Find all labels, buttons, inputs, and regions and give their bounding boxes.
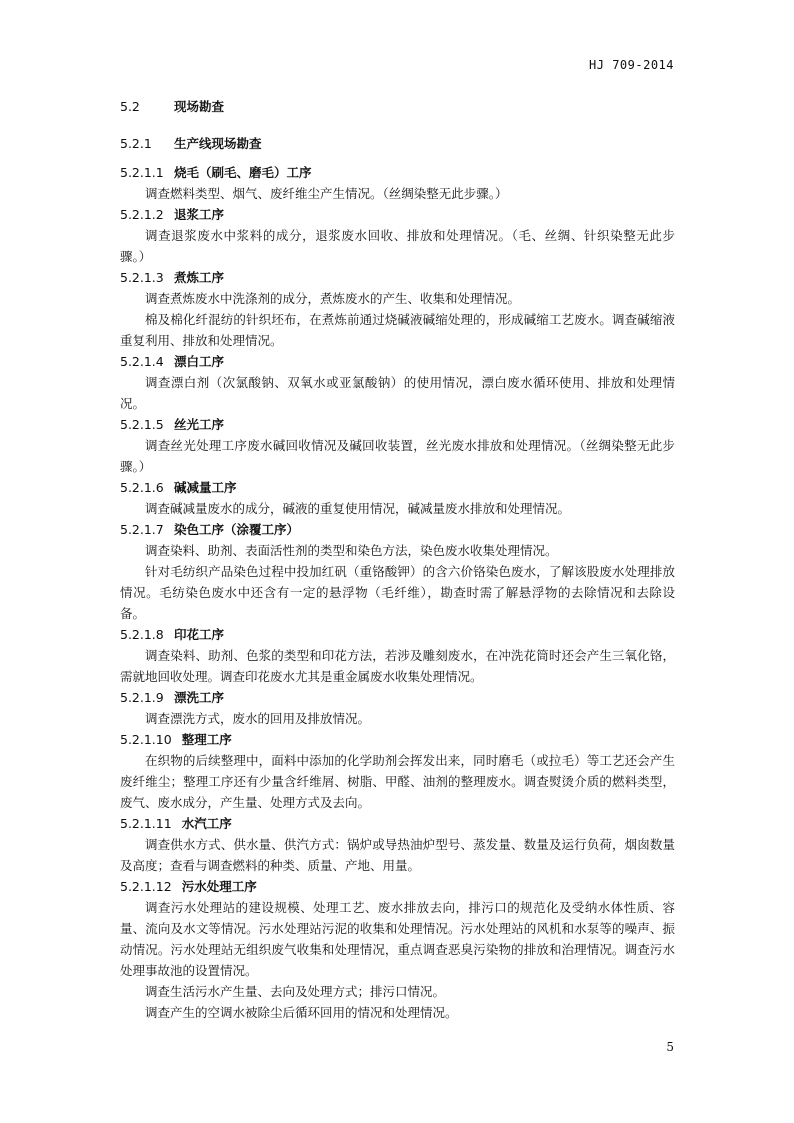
clause-number: 5.2.1.9	[120, 690, 164, 705]
clause-title: 煮炼工序	[174, 270, 225, 285]
section-heading	[120, 97, 675, 115]
clause-number: 5.2.1.5	[120, 417, 164, 432]
clause	[120, 624, 675, 687]
clause-heading	[120, 267, 675, 288]
clause-title: 漂洗工序	[174, 690, 225, 705]
clause-paragraph: 调查漂洗方式，废水的回用及排放情况。	[145, 711, 371, 726]
clause-number: 5.2.1.3	[120, 270, 164, 285]
clause-number: 5.2.1.2	[120, 207, 164, 222]
clause	[120, 351, 675, 414]
clause-paragraph: 调查漂白剂（次氯酸钠、双氧水或亚氯酸钠）的使用情况，漂白废水循环使用、排放和处理情况。	[120, 375, 675, 411]
clause-heading	[120, 729, 675, 750]
clause	[120, 267, 675, 351]
page-number: 5	[666, 1040, 674, 1054]
clause-paragraph: 调查碱减量废水的成分，碱液的重复使用情况，碱减量废水排放和处理情况。	[145, 501, 571, 516]
clause	[120, 813, 675, 876]
clause	[120, 687, 675, 729]
clause-number: 5.2.1.8	[120, 627, 164, 642]
clause	[120, 162, 675, 204]
clause-number: 5.2.1.6	[120, 480, 164, 495]
clause-heading	[120, 624, 675, 645]
clause	[120, 477, 675, 519]
clause-paragraph: 调查供水方式、供水量、供汽方式：锅炉或导热油炉型号、蒸发量、数量及运行负荷，烟囱数量及高度；查看与调查燃料的种类、质量、产地、用量。	[120, 837, 675, 873]
clause-paragraph: 调查污水处理站的建设规模、处理工艺、废水排放去向，排污口的规范化及受纳水体性质、容量、流向及水文等情况。污水处理站污泥的收集和处理情况。污水处理站的风机和水泵等的噪声、振动情况。污水处理站无组织废气收集和处理情况，重点调查恶臭污染物的排放和治理情况。调查污水处理事故池的设置情况。	[120, 900, 675, 978]
clause	[120, 204, 675, 267]
clause-title: 污水处理工序	[181, 879, 257, 894]
clause-title: 漂白工序	[174, 354, 225, 369]
clause-paragraph: 调查煮炼废水中洗涤剂的成分，煮炼废水的产生、收集和处理情况。	[145, 291, 521, 306]
clause-heading	[120, 687, 675, 708]
clause-paragraph: 调查燃料类型、烟气、废纤维尘产生情况。（丝绸染整无此步骤。）	[145, 186, 508, 201]
clause-paragraph: 调查产生的空调水被除尘后循环回用的情况和处理情况。	[145, 1005, 458, 1020]
clause-heading	[120, 414, 675, 435]
clause-title: 退浆工序	[174, 207, 225, 222]
clause-heading	[120, 162, 675, 183]
clause	[120, 414, 675, 477]
clause-paragraph: 针对毛纺织产品染色过程中投加红矾（重铬酸钾）的含六价铬染色废水，了解该股废水处理排放情况。毛纺染色废水中还含有一定的悬浮物（毛纤维），勘查时需了解悬浮物的去除情况和去除设备。	[120, 564, 675, 621]
clause-title: 染色工序（涂覆工序）	[174, 522, 300, 537]
subsection-title: 生产线现场勘查	[174, 136, 262, 151]
clause-heading	[120, 519, 675, 540]
section-title: 现场勘查	[174, 99, 225, 114]
standard-code: HJ 709-2014	[589, 58, 674, 72]
clause-heading	[120, 351, 675, 372]
clause-number: 5.2.1.1	[120, 165, 164, 180]
clause-paragraph: 在织物的后续整理中，面料中添加的化学助剂会挥发出来，同时磨毛（或拉毛）等工艺还会产生废纤维尘；整理工序还有少量含纤维屑、树脂、甲醛、油剂的整理废水。调查熨烫介质的燃料类型，废气、废水成分，产生量、处理方式及去向。	[120, 753, 675, 810]
clause-paragraph: 棉及棉化纤混纺的针织坯布，在煮炼前通过烧碱液碱缩处理的，形成碱缩工艺废水。调查碱缩液重复利用、排放和处理情况。	[120, 312, 675, 348]
clause-title: 烧毛（刷毛、磨毛）工序	[174, 165, 312, 180]
clause-paragraph: 调查染料、助剂、色浆的类型和印花方法，若涉及雕刻废水，在冲洗花筒时还会产生三氧化铬，需就地回收处理。调查印花废水尤其是重金属废水收集处理情况。	[120, 648, 675, 684]
subsection-heading	[120, 134, 675, 152]
clause-heading	[120, 204, 675, 225]
clause-heading	[120, 813, 675, 834]
clause-list	[120, 162, 675, 1023]
clause-title: 水汽工序	[181, 816, 232, 831]
clause-paragraph: 调查退浆废水中浆料的成分，退浆废水回收、排放和处理情况。（毛、丝绸、针织染整无此步骤。）	[120, 228, 675, 264]
clause-number: 5.2.1.7	[120, 522, 164, 537]
clause-number: 5.2.1.4	[120, 354, 164, 369]
clause-paragraph: 调查丝光处理工序废水碱回收情况及碱回收装置，丝光废水排放和处理情况。（丝绸染整无此步骤。）	[120, 438, 675, 474]
subsection-number: 5.2.1	[120, 136, 152, 151]
clause-title: 碱减量工序	[174, 480, 237, 495]
clause-number: 5.2.1.10	[120, 732, 172, 747]
clause-title: 整理工序	[181, 732, 232, 747]
clause-heading	[120, 477, 675, 498]
clause-title: 印花工序	[174, 627, 225, 642]
clause-title: 丝光工序	[174, 417, 225, 432]
clause-number: 5.2.1.11	[120, 816, 172, 831]
document-body	[120, 97, 675, 1023]
section-number: 5.2	[120, 99, 140, 114]
clause-number: 5.2.1.12	[120, 879, 172, 894]
clause	[120, 729, 675, 813]
clause-paragraph: 调查生活污水产生量、去向及处理方式；排污口情况。	[145, 984, 446, 999]
clause	[120, 876, 675, 1023]
clause	[120, 519, 675, 624]
clause-paragraph: 调查染料、助剂、表面活性剂的类型和染色方法，染色废水收集处理情况。	[145, 543, 558, 558]
clause-heading	[120, 876, 675, 897]
